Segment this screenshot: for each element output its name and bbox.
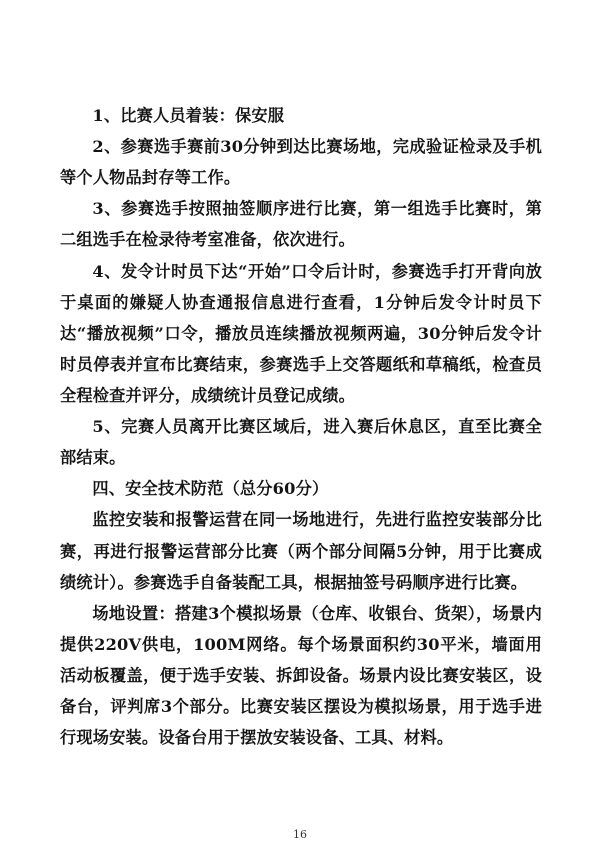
page-number: 16: [293, 828, 307, 841]
paragraph-7: 场地设置：搭建3个模拟场景（仓库、收银台、货架），场景内提供220V供电，100M网络。每个场景面积约30平米，墙面用活动板覆盖，便于选手安装、拆卸设备。场景内设比赛安装区，设备台，评判席3个部分。比赛安装区摆设为模拟场景，用于选手进行现场安装。设备台用于摆放安装设备、工具、材料。: [60, 603, 542, 748]
paragraph-6: 监控安装和报警运营在同一场地进行，先进行监控安装部分比赛，再进行报警运营部分比赛（两个部分间隔5分钟，用于比赛成绩统计）。参赛选手自备装配工具，根据抽签号码顺序进行比赛。: [60, 510, 542, 592]
paragraph-4: 4、发令计时员下达“开始”口令后计时，参赛选手打开背向放于桌面的嫌疑人协查通报信息进行查看，1分钟后发令计时员下达“播放视频”口令，播放员连续播放视频两遍，30分钟后发令计时员停表并宣布比赛结束，参赛选手上交答题纸和草稿纸，检查员全程检查并评分，成绩统计员登记成绩。: [60, 261, 542, 405]
paragraph-1: 1、比赛人员着装：保安服: [92, 106, 285, 125]
paragraph-3: 3、参赛选手按照抽签顺序进行比赛，第一组选手比赛时，第二组选手在检录待考室准备，依次进行。: [60, 199, 542, 250]
section-heading-four: 四、安全技术防范（总分60分）: [92, 479, 329, 499]
paragraph-5: 5、完赛人员离开比赛区域后，进入赛后休息区，直至比赛全部结束。: [60, 417, 542, 468]
paragraph-2: 2、参赛选手赛前30分钟到达比赛场地，完成验证检录及手机等个人物品封存等工作。: [60, 137, 542, 188]
document-body: [60, 100, 542, 753]
